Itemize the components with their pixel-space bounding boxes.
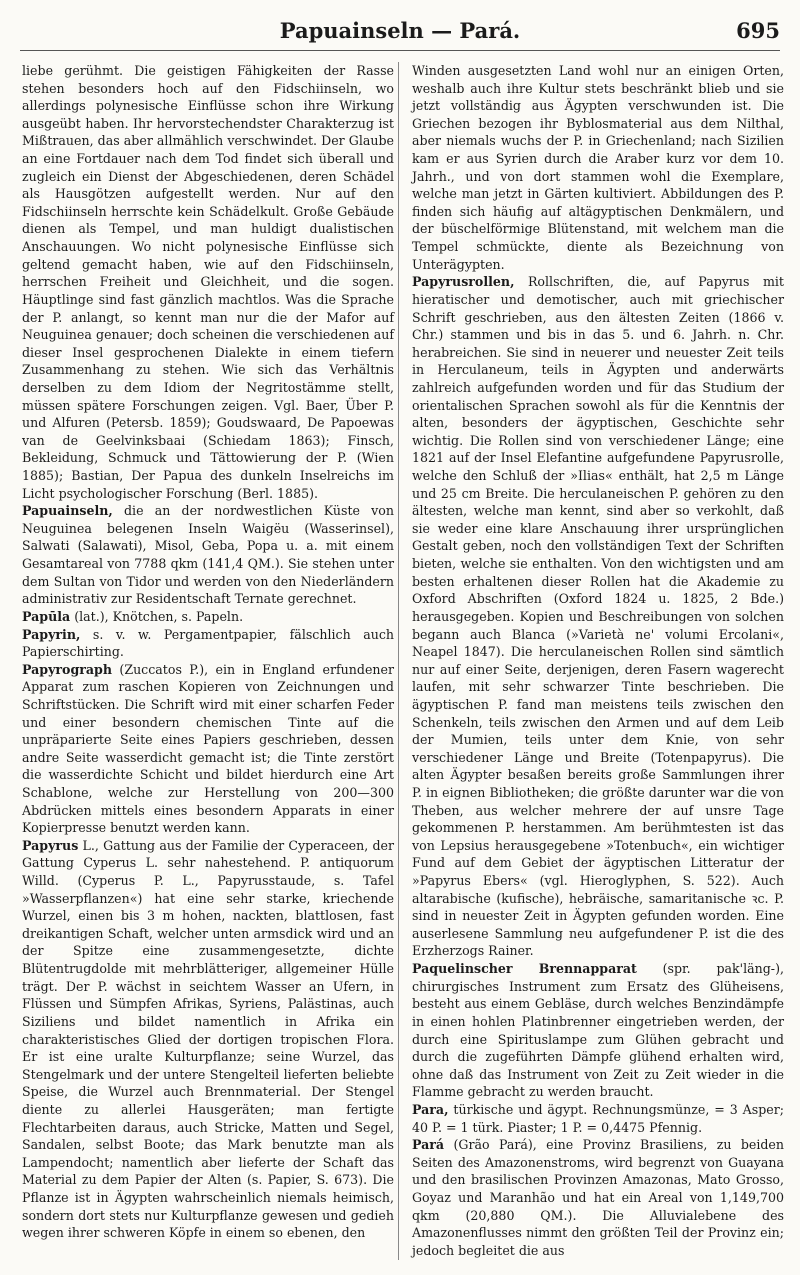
entry-text: Rollschriften, die, auf Papyrus mit hieratischer und demotischer, auch mit griechischer Schrift geschrieben, aus den ältesten Zeiten (1866 v. Chr.) stammen und bis in das 5. und 6. Jahrh. n. Chr. herabreichen. Sie sind in neuerer und neuester Zeit teils in Herculaneum, teils in Ägypten und anderwärts zahlreich aufgefunden worden und für das Studium der orientalischen Sprachen sowohl als für die Kenntnis der alten, besonders der ägyptischen, Geschichte sehr wichtig. Die Rollen sind von verschiedener Länge; eine 1821 auf der Insel Elefantine aufgefundene Papyrusrolle, welche den Schluß der »Ilias« enthält, hat 2,5 m Länge und 25 cm Breite. Die herculaneischen P. gehören zu den ältesten, welche man kennt, sind aber so verkohlt, daß sie weder eine klare Anschauung ihrer ursprünglichen Gestalt geben, noch den vollständigen Text der Schriften bieten, welche sie enthalten. Von den wichtigsten und am besten erhaltenen dieser Rollen hat die Akademie zu Oxford Abschriften (Oxford 1824 u. 1825, 2 Bde.) herausgegeben. Kopien und Beschreibungen von solchen begann auch Blanca (»Varietà ne' volumi Ercolani«, Neapel 1847). Die herculaneischen Rollen sind sämtlich nur auf einer Seite, derjenigen, deren Fasern wagerecht laufen, mit sehr schwarzer Tinte beschrieben. Die ägyptischen P. fand man meistens teils zwischen den Schenkeln, teils zwischen den Armen und auf dem Leib der Mumien, teils unter dem Knie, von sehr verschiedener Länge und Breite (Totenpapyrus). Die alten Ägypter besaßen bereits große Sammlungen ihrer P. in eignen Bibliotheken; die größte darunter war die von Theben, aus welcher mehrere der auf unsre Tage gekommenen P. herstammen. Am berühmtesten ist das von Lepsius herausgegebene »Totenbuch«, ein wichtiger Fund auf dem Gebiet der ägyptischen Litteratur der »Papyrus Ebers« (vgl. Hieroglyphen, S. 522). Auch altarabische (kufische), hebräische, samaritanische ꝛc. P. sind in neuester Zeit in Ägypten gefunden worden. Eine auserlesene Sammlung neu aufgefundener P. ist die des Erzherzogs Rainer. xyxy=(412,274,784,959)
entry-papyrograph xyxy=(22,661,394,837)
entry-papula xyxy=(22,608,394,626)
entry-papuainseln xyxy=(22,502,394,608)
entry-papyrusrollen xyxy=(412,273,784,960)
entry-text: türkische und ägypt. Rechnungsmünze, = 3 Asper; 40 P. = 1 türk. Piaster; 1 P. = 0,4475 Pfennig. xyxy=(412,1101,784,1135)
entry-lemma: Papuainseln, xyxy=(22,503,113,519)
running-title: Papuainseln — Pará. xyxy=(279,18,521,43)
entry-lemma: Papyrograph xyxy=(22,661,113,677)
continued-paragraph: liebe gerühmt. Die geistigen Fähigkeiten der Rasse stehen besonders hoch auf den Fidschiinseln, wo allerdings polynesische Einflüsse schon ihre Wirkung ausgeübt haben. Ihr hervorstechendster Charakterzug ist Mißtrauen, das aber allmählich verschwindet. Der Glaube an eine Fortdauer nach dem Tod findet sich überall und zugleich ein Dienst der Abgeschiedenen, deren Schädel als Hausgötzen aufgestellt werden. Nur auf den Fidschiinseln herrschte kein Schädelkult. Große Gebäude dienen als Tempel, und man huldigt dualistischen Anschauungen. Wo nicht polynesische Einflüsse sich geltend gemacht haben, wie auf den Fidschiinseln, herrschen Freiheit und Gleichheit, und die sogen. Häuptlinge sind fast gänzlich machtlos. Was die Sprache der P. anlangt, so kennt man nur die der Mafor auf Neuguinea genauer; doch scheinen die verschiedenen auf dieser Insel gesprochenen Dialekte in einem tiefern Zusammenhang zu stehen. Wie sich das Verhältnis derselben zu dem Idiom der Negritostämme stellt, müssen spätere Forschungen zeigen. Vgl. Baer, Über P. und Alfuren (Petersb. 1859); Goudswaard, De Papoewas van de Geelvinksbaai (Schiedam 1863); Finsch, Bekleidung, Schmuck und Tättowierung der P. (Wien 1885); Bastian, Der Papua des dunkeln Inselreichs im Licht psychologischer Forschung (Berl. 1885). xyxy=(22,63,394,501)
continued-paragraph: Winden ausgesetzten Land wohl nur an einigen Orten, weshalb auch ihre Kultur stets beschränkt blieb und sie jetzt vollständig aus Ägypten verschwunden ist. Die Griechen bezogen ihr Byblosmaterial aus dem Nilthal, aber niemals wuchs der P. in Griechenland; nach Sizilien kam er aus Syrien durch die Araber kurz vor dem 10. Jahrh., und von dort stammen wohl die Exemplare, welche man jetzt in Gärten kultiviert. Abbildungen des P. finden sich häufig auf altägyptischen Denkmälern, und der büschelförmige Blütenstand, mit welchem man die Tempel schmückte, diente als Bezeichnung von Unterägypten. xyxy=(412,63,784,272)
entry-lemma: Papūla xyxy=(22,608,71,624)
entry-text: (Grão Pará), eine Provinz Brasiliens, zu beiden Seiten des Amazonenstroms, wird begrenzt von Guayana und den brasilischen Provinzen Amazonas, Mato Grosso, Goyaz und Maranhão und hat ein Areal von 1,149,700 qkm (20,880 QM.). Die Alluvialebene des Amazonenflusses nimmt den größten Teil der Provinz ein; jedoch begleitet die aus xyxy=(412,1137,784,1258)
entry-text: (Zuccatos P.), ein in England erfundener Apparat zum raschen Kopieren von Zeichnungen und Schriftstücken. Die Schrift wird mit einer scharfen Feder und einer besondern chemischen Tinte auf die unpräparierte Seite eines Papiers geschrieben, dessen andre Seite wasserdicht gemacht ist; die Tinte zerstört die wasserdichte Schicht und bildet hierdurch eine Art Schablone, welche zur Herstellung von 200—300 Abdrücken mittels eines besondern Apparats in einer Kopierpresse benutzt werden kann. xyxy=(22,661,394,836)
entry-lemma: Papyrin, xyxy=(22,626,81,642)
entry-lemma: Para, xyxy=(412,1101,449,1117)
entry-text: s. v. w. Pergamentpapier, fälschlich auch Papierschirting. xyxy=(22,626,394,660)
entry-text: (spr. pak'läng-), chirurgisches Instrument zum Ersatz des Glüheisens, besteht aus einem Gebläse, durch welches Benzindämpfe in einen hohlen Platinbrenner eingetrieben werden, der durch eine Spirituslampe zum Glühen gebracht und durch die zugeführten Dämpfe glühend erhalten wird, ohne daß das Instrument von Zeit zu Zeit wieder in die Flamme gebracht zu werden braucht. xyxy=(412,961,784,1100)
entry-para-coin xyxy=(412,1101,784,1136)
entry-papyrus xyxy=(22,837,394,1242)
entry-lemma: Papyrusrollen, xyxy=(412,274,515,290)
entry-text: L., Gattung aus der Familie der Cyperaceen, der Gattung Cyperus L. sehr nahestehend. P. antiquorum Willd. (Cyperus P. L., Papyrusstaude, s. Tafel »Wasserpflanzen«) hat eine sehr starke, kriechende Wurzel, einen bis 3 m hohen, nackten, blattlosen, fast dreikantigen Schaft, welcher unten armsdick wird und an der Spitze eine zusammengesetzte, dichte Blütentrugdolde mit mehrblätteriger, allgemeiner Hülle trägt. Der P. wächst in seichtem Wasser an Ufern, in Flüssen und Sümpfen Afrikas, Syriens, Palästinas, auch Siziliens und bildet namentlich in Afrika ein charakteristisches Glied der dortigen tropischen Flora. Er ist eine uralte Kulturpflanze; seine Wurzel, das Stengelmark und der untere Stengelteil lieferten beliebte Speise, die Wurzel auch Brennmaterial. Der Stengel diente zu allerlei Hausgeräten; man fertigte Flechtarbeiten daraus, auch Stricke, Matten und Segel, Sandalen, selbst Boote; das Mark benutzte man als Lampendocht; namentlich aber lieferte der Schaft das Material zu dem Papier der Alten (s. Papier, S. 673). Die Pflanze ist in Ägypten wahrscheinlich niemals heimisch, sondern dort stets nur Kulturpflanze gewesen und gedieh wegen ihrer schweren Köpfe in einem so ebenen, den xyxy=(22,837,394,1241)
left-column xyxy=(22,62,394,1242)
right-column xyxy=(412,62,784,1259)
entry-para-province xyxy=(412,1136,784,1259)
entry-lemma: Papyrus xyxy=(22,837,79,853)
entry-lemma: Pará xyxy=(412,1137,445,1153)
page-number: 695 xyxy=(736,18,780,43)
entry-lemma: Paquelinscher Brennapparat xyxy=(412,961,637,977)
entry-text: (lat.), Knötchen, s. Papeln. xyxy=(70,608,244,624)
column-divider xyxy=(398,62,399,1260)
entry-papyrin xyxy=(22,626,394,661)
page-header xyxy=(20,6,780,51)
entry-text: die an der nordwestlichen Küste von Neuguinea belegenen Inseln Waigëu (Wasserinsel), Salwati (Salawati), Misol, Geba, Popa u. a. mit einem Gesamtareal von 7788 qkm (141,4 QM.). Sie stehen unter dem Sultan von Tidor und werden von den Niederländern administrativ zur Residentschaft Ternate gerechnet. xyxy=(22,503,394,607)
entry-paquelin xyxy=(412,960,784,1101)
